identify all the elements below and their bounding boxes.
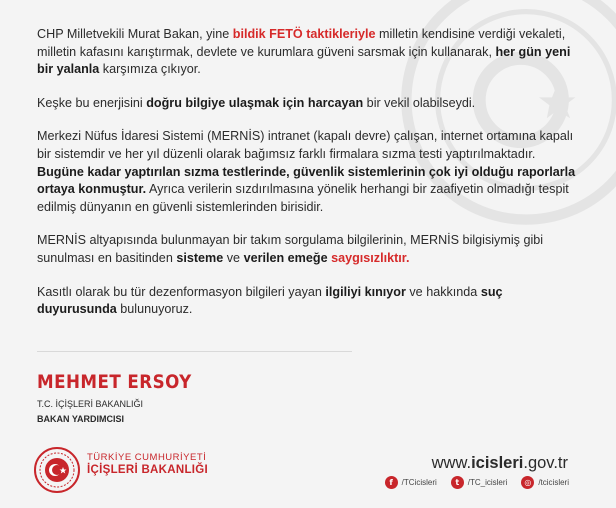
website-domain: icisleri bbox=[471, 454, 524, 472]
instagram-handle: /tcicisleri bbox=[538, 478, 569, 487]
text: bir vekil olabilseydi. bbox=[363, 95, 476, 110]
text: Keşke bu enerjisini bbox=[37, 95, 147, 110]
paragraph-4 bbox=[37, 232, 582, 267]
highlight-text: bildik FETÖ taktikleriyle bbox=[232, 27, 376, 41]
statement-body bbox=[37, 26, 582, 335]
ministry-wordmark bbox=[87, 452, 208, 476]
social-links bbox=[385, 476, 569, 489]
text: Ayrıca verilerin sızdırılmasına yönelik herhangi bir zaafiyetin olmadığı tespit edilmiş dünyanın en güvenli sistemlerinden birisidir. bbox=[37, 182, 569, 214]
website-prefix: www. bbox=[431, 454, 472, 472]
website-link[interactable] bbox=[432, 454, 568, 473]
text: CHP Milletvekili Murat Bakan, yine bbox=[37, 27, 233, 41]
bold-text: suç duyurusunda bbox=[37, 284, 503, 317]
text: Merkezi Nüfus İdaresi Sistemi (MERNİS) intranet (kapalı devre) çalışan, internet ortamına kapalı bir sistemdir ve her yıl düzenli olarak bağımsız farklı firmalara sızma testi yaptırılmaktadır. bbox=[37, 129, 574, 161]
facebook-icon: f bbox=[385, 476, 398, 489]
signatory-institution: T.C. İÇİŞLERİ BAKANLIĞI bbox=[37, 399, 144, 409]
text: ve bbox=[223, 250, 244, 265]
paragraph-1 bbox=[37, 26, 582, 79]
highlight-text: saygısızlıktır. bbox=[331, 250, 410, 265]
brand-line-2: İÇİŞLERİ BAKANLIĞI bbox=[87, 464, 209, 476]
instagram-icon: ◎ bbox=[521, 476, 534, 489]
bold-text: doğru bilgiye ulaşmak için harcayan bbox=[146, 95, 364, 110]
text: ve hakkında bbox=[405, 284, 481, 299]
paragraph-5 bbox=[37, 284, 582, 319]
signatory-name: MEHMET ERSOY bbox=[37, 371, 192, 393]
text: bulunuyoruz. bbox=[116, 302, 193, 317]
facebook-link[interactable] bbox=[385, 476, 437, 489]
instagram-link[interactable] bbox=[521, 476, 569, 489]
twitter-link[interactable] bbox=[451, 476, 508, 489]
paragraph-2 bbox=[37, 95, 582, 113]
bold-text: ilgiliyi kınıyor bbox=[325, 284, 406, 299]
twitter-icon: t bbox=[451, 476, 464, 489]
twitter-handle: /TC_icisleri bbox=[467, 478, 508, 487]
bold-text: sisteme bbox=[176, 250, 224, 265]
facebook-handle: /TCicisleri bbox=[401, 478, 437, 487]
text: karşımıza çıkıyor. bbox=[99, 62, 201, 77]
bold-text: verilen emeğe bbox=[243, 250, 328, 265]
paragraph-3 bbox=[37, 128, 582, 216]
divider bbox=[37, 351, 352, 352]
ministry-logo-icon bbox=[33, 446, 81, 494]
bold-text: her gün yeni bir yalanla bbox=[37, 44, 571, 77]
brand-line-1: TÜRKİYE CUMHURİYETİ bbox=[87, 452, 207, 463]
text: MERNİS altyapısında bulunmayan bir takım sorgulama bilgilerinin, MERNİS bilgisiymiş gibi sunulması en basitinden bbox=[37, 233, 544, 265]
signatory-title: BAKAN YARDIMCISI bbox=[37, 414, 125, 424]
website-suffix: .gov.tr bbox=[523, 454, 568, 472]
text: Kasıtlı olarak bu tür dezenformasyon bilgileri yayan bbox=[37, 284, 326, 299]
bold-text: Bugüne kadar yaptırılan sızma testlerinde, güvenlik sistemlerinin çok iyi olduğu raporlarla ortaya konmuştur. bbox=[37, 164, 576, 197]
text: milletin kendisine verdiği vekaleti, milletin kafasını karıştırmak, devlete ve kurumlara güveni sarsmak için kullanarak, bbox=[37, 27, 566, 59]
